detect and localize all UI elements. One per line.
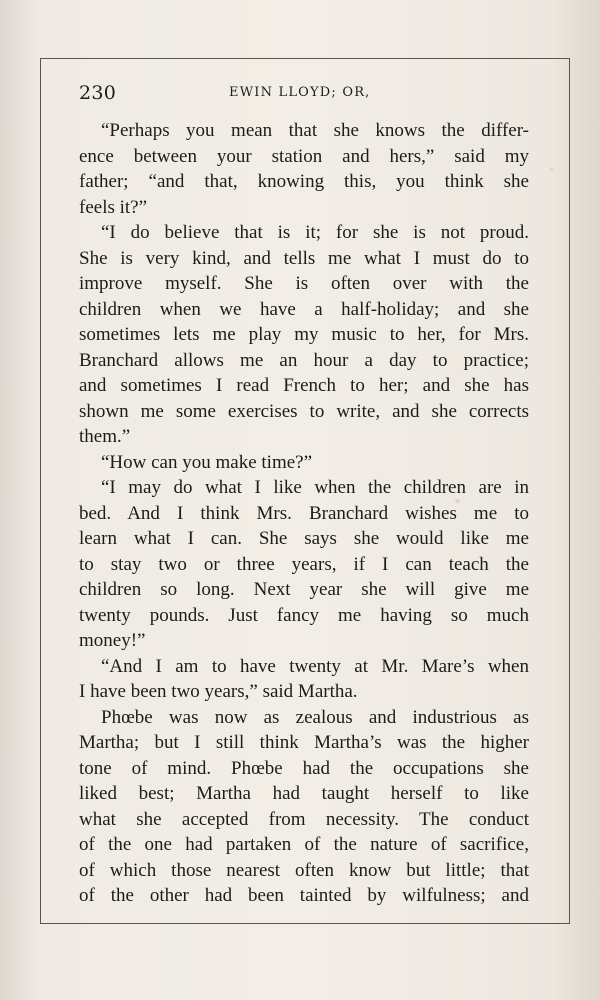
text-line: what she accepted from necessity. The conduct bbox=[79, 808, 529, 830]
paragraph bbox=[79, 654, 529, 705]
text-line: learn what I can. She says she would like me bbox=[79, 528, 529, 549]
text-line: feels it?” bbox=[79, 196, 148, 218]
text-line: I have been two years,” said Martha. bbox=[79, 681, 358, 702]
paragraph bbox=[79, 705, 529, 909]
paper-spot bbox=[550, 168, 553, 171]
text-line: Branchard allows me an hour a day to practice; bbox=[79, 349, 529, 371]
text-line: She is very kind, and tells me what I must do to bbox=[79, 247, 529, 269]
text-line: “And I am to have twenty at Mr. Mare’s when bbox=[101, 655, 529, 677]
text-line: of the other had been tainted by wilfulness; and bbox=[79, 885, 529, 906]
text-line: father; “and that, knowing this, you think she bbox=[79, 171, 529, 192]
text-line: ence between your station and hers,” said my bbox=[79, 145, 529, 167]
text-line: “Perhaps you mean that she knows the differ- bbox=[101, 120, 529, 141]
text-line: money!” bbox=[79, 630, 146, 651]
text-line: children so long. Next year she will give me bbox=[79, 579, 529, 600]
text-line: them.” bbox=[79, 426, 131, 447]
text-line: tone of mind. Phœbe had the occupations she bbox=[79, 757, 529, 779]
text-line: “I may do what I like when the children are in bbox=[101, 477, 529, 498]
text-line: bed. And I think Mrs. Branchard wishes me to bbox=[79, 502, 529, 524]
text-line: to stay two or three years, if I can teach the bbox=[79, 553, 529, 575]
page-number: 230 bbox=[79, 82, 117, 104]
text-line: and sometimes I read French to her; and she has bbox=[79, 375, 529, 396]
paragraph bbox=[79, 220, 529, 450]
text-line: “How can you make time?” bbox=[101, 451, 313, 473]
page-header bbox=[79, 82, 529, 108]
text-line: of which those nearest often know but little; that bbox=[79, 859, 529, 881]
paragraph bbox=[79, 118, 529, 220]
text-line: twenty pounds. Just fancy me having so much bbox=[79, 604, 529, 626]
text-line: Martha; but I still think Martha’s was the higher bbox=[79, 732, 529, 753]
text-line: liked best; Martha had taught herself to like bbox=[79, 783, 529, 804]
text-line: sometimes lets me play my music to her, for Mrs. bbox=[79, 324, 529, 345]
text-line: children when we have a half-holiday; and she bbox=[79, 298, 529, 320]
running-head: EWIN LLOYD; OR, bbox=[229, 85, 371, 100]
paragraph bbox=[79, 450, 529, 476]
text-line: improve myself. She is often over with the bbox=[79, 273, 529, 294]
paragraph bbox=[79, 475, 529, 654]
text-line: Phœbe was now as zealous and industrious as bbox=[101, 706, 529, 728]
text-line: “I do believe that is it; for she is not proud. bbox=[101, 222, 529, 243]
text-line: of the one had partaken of the nature of sacrifice, bbox=[79, 834, 529, 855]
text-line: shown me some exercises to write, and she corrects bbox=[79, 400, 529, 422]
body-text bbox=[79, 118, 529, 909]
